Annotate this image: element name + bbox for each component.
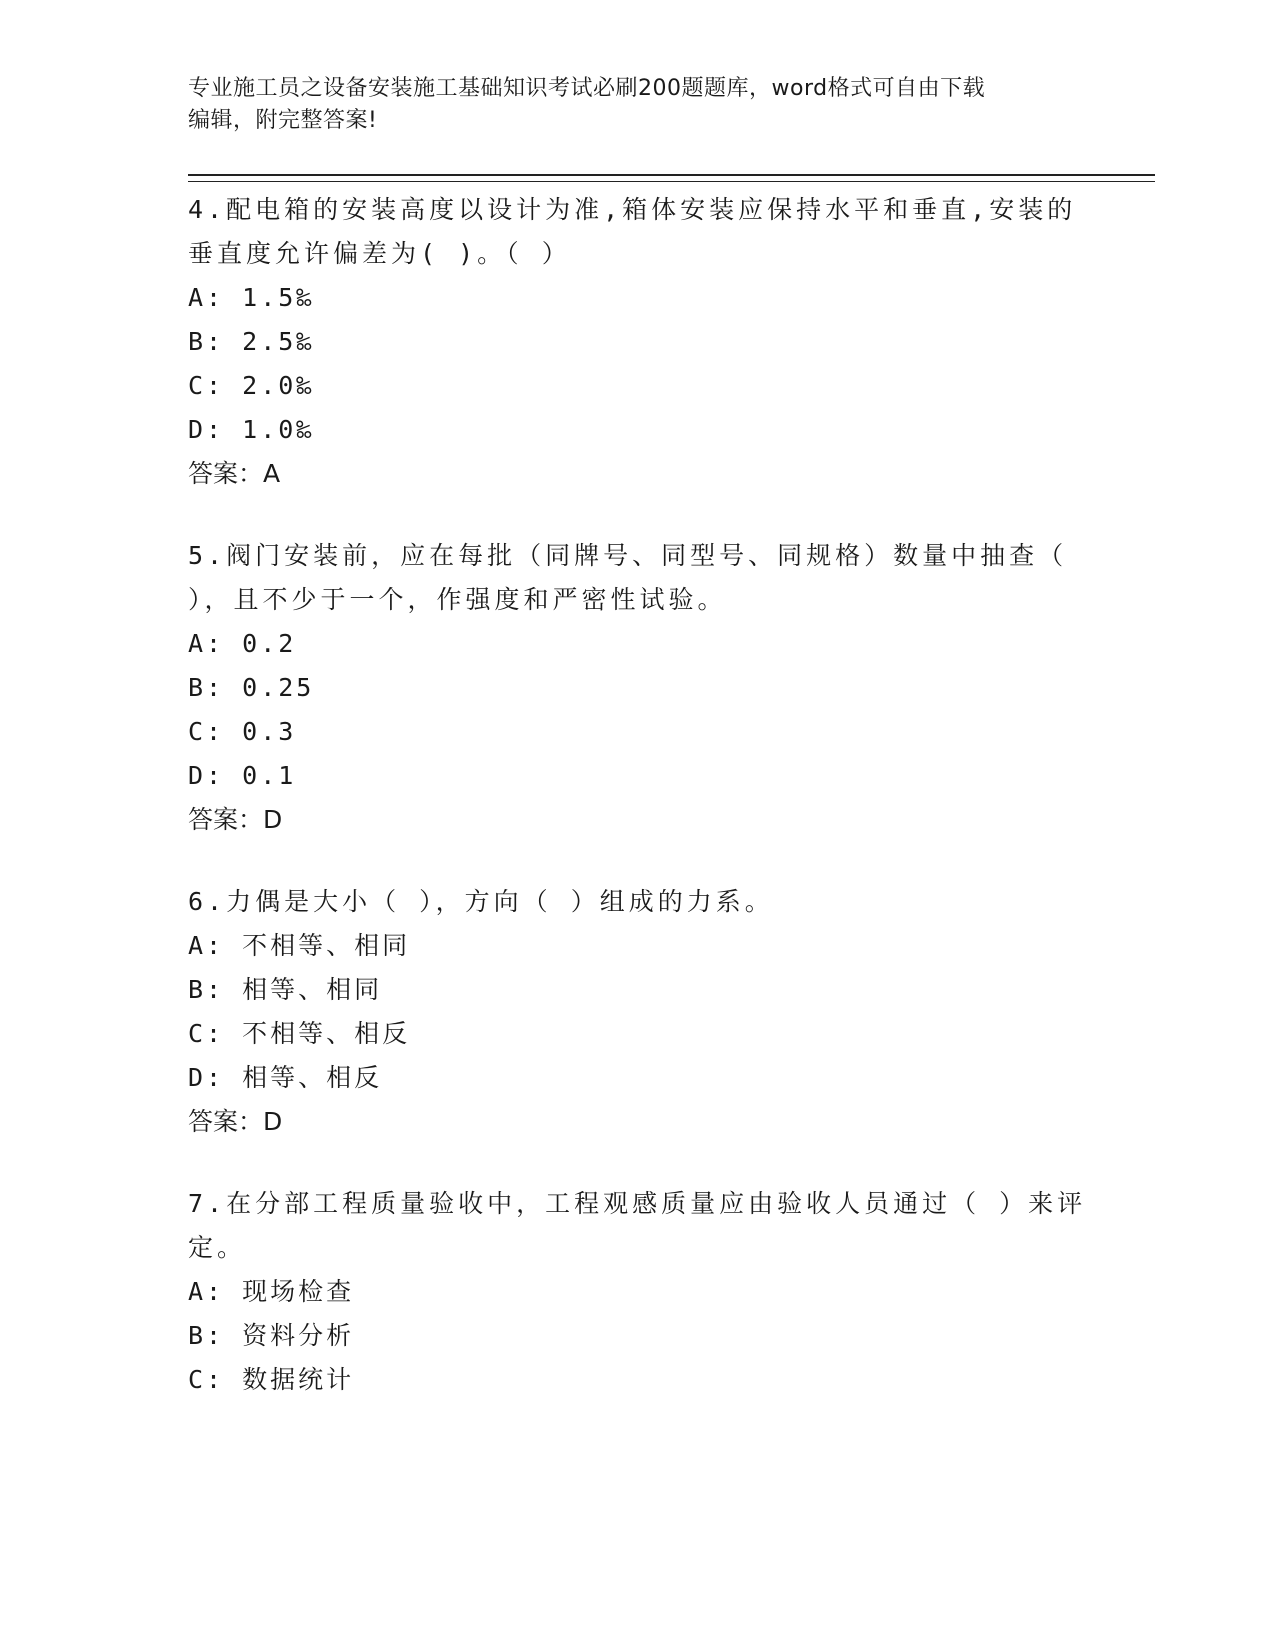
question-list [188,188,1088,1440]
question-4 [188,188,1088,496]
header-line-1: 专业施工员之设备安装施工基础知识考试必刷200题题库，word格式可自由下载 [188,76,986,101]
answer: 答案：D [188,1107,283,1136]
option-a: A: 不相等、相同 [188,931,411,960]
question-stem-line-1: 5.阀门安装前，应在每批（同牌号、同型号、同规格）数量中抽查（ [188,541,1068,570]
option-d: D: 0.1 [188,761,297,790]
option-b: B: 0.25 [188,673,315,702]
option-d: D: 相等、相反 [188,1063,383,1092]
question-stem-line-1: 4.配电箱的安装高度以设计为准,箱体安装应保持水平和垂直,安装的 [188,195,1077,224]
answer: 答案：D [188,805,283,834]
option-d: D: 1.0‰ [188,415,315,444]
question-stem-line-1: 6.力偶是大小（ ），方向（ ）组成的力系。 [188,887,774,916]
option-c: C: 2.0‰ [188,371,315,400]
document-header [188,73,1088,137]
question-6 [188,880,1088,1144]
question-stem-line-2: 垂直度允许偏差为( )。（ ） [188,239,571,268]
question-5 [188,534,1088,842]
question-stem-line-1: 7.在分部工程质量验收中，工程观感质量应由验收人员通过（ ）来评 [188,1189,1087,1218]
answer: 答案：A [188,459,281,488]
question-stem-line-2: 定。 [188,1233,247,1262]
question-7 [188,1182,1088,1402]
header-divider-thick [188,174,1155,176]
option-c: C: 0.3 [188,717,297,746]
option-a: A: 0.2 [188,629,297,658]
option-c: C: 数据统计 [188,1365,355,1394]
option-a: A: 现场检查 [188,1277,355,1306]
header-line-2: 编辑，附完整答案! [188,108,378,133]
option-b: B: 资料分析 [188,1321,355,1350]
option-b: B: 相等、相同 [188,975,383,1004]
header-divider-thin [188,181,1155,182]
option-b: B: 2.5‰ [188,327,315,356]
option-a: A: 1.5‰ [188,283,315,312]
option-c: C: 不相等、相反 [188,1019,411,1048]
question-stem-line-2: ），且不少于一个，作强度和严密性试验。 [188,585,727,614]
